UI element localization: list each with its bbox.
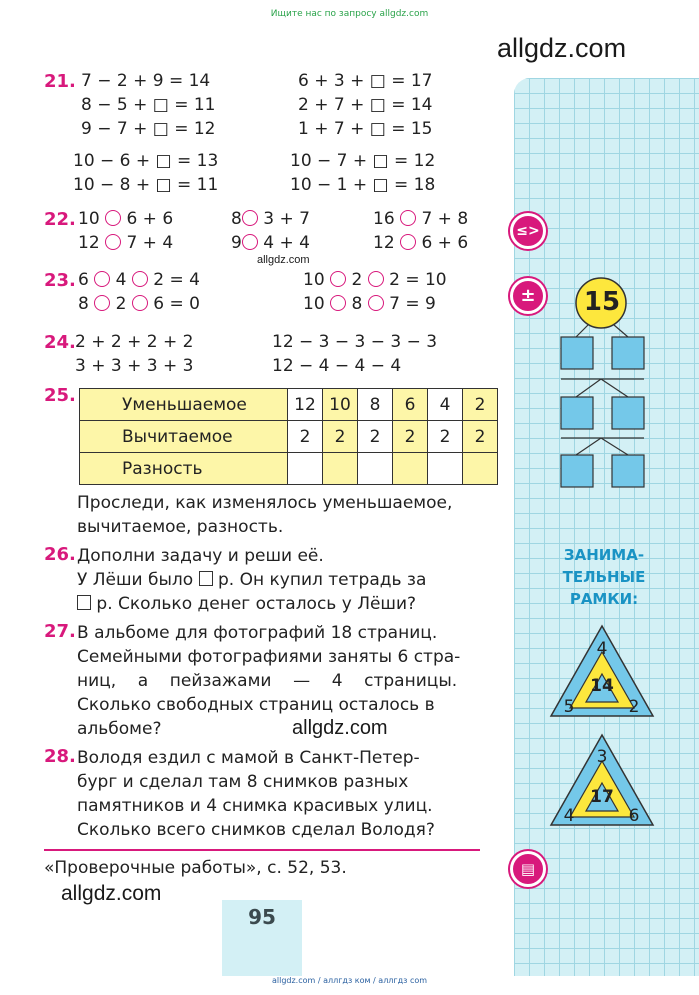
row-label: Разность bbox=[80, 453, 288, 485]
tree-box[interactable] bbox=[612, 397, 644, 429]
table-cell: 2 bbox=[428, 421, 463, 453]
expression: 12 − 3 − 3 − 3 − 3 bbox=[272, 332, 438, 352]
task-26-text-2: У Лёши было р. Он купил тетрадь за bbox=[77, 570, 427, 590]
table-cell: 2 bbox=[358, 421, 393, 453]
equation: 8 − 5 + □ = 11 bbox=[81, 95, 216, 115]
watermark-middle: allgdz.com bbox=[292, 717, 388, 739]
expression: 2 + 2 + 2 + 2 bbox=[75, 332, 194, 352]
compare-circle[interactable] bbox=[242, 210, 258, 226]
tree-box[interactable] bbox=[561, 397, 593, 429]
plus-minus-icon: ± bbox=[510, 278, 546, 314]
triangle2-left: 4 bbox=[563, 806, 575, 826]
task-28-line: Сколько всего снимков сделал Володя? bbox=[77, 820, 435, 840]
task-25-number: 25. bbox=[44, 385, 76, 406]
triangle1-right: 2 bbox=[628, 697, 640, 717]
expression: 12 − 4 − 4 − 4 bbox=[272, 356, 402, 376]
divider-line bbox=[44, 849, 480, 851]
book-icon: ▤ bbox=[510, 851, 546, 887]
side-title-line: РАМКИ: bbox=[569, 590, 639, 608]
equation: 10 − 7 + □ = 12 bbox=[290, 151, 436, 171]
task-23-number: 23. bbox=[44, 270, 76, 291]
side-title-line: ТЕЛЬНЫЕ bbox=[562, 568, 646, 586]
equation: 10 − 6 + □ = 13 bbox=[73, 151, 219, 171]
triangle1-left: 5 bbox=[563, 697, 575, 717]
equation: 10 − 1 + □ = 18 bbox=[290, 175, 436, 195]
side-title-line: ЗАНИМА- bbox=[563, 546, 645, 564]
sign-circle[interactable] bbox=[368, 295, 384, 311]
comparison: 9 4 + 4 bbox=[231, 233, 310, 253]
triangle2-top: 3 bbox=[596, 747, 608, 767]
sign-equation: 6 4 2 = 4 bbox=[78, 270, 200, 290]
empty-answer-cell[interactable] bbox=[288, 453, 323, 485]
equation: 2 + 7 + □ = 14 bbox=[298, 95, 433, 115]
table-row bbox=[80, 389, 498, 421]
tree-box[interactable] bbox=[561, 455, 593, 487]
task-27-line: Сколько свободных страниц осталось в bbox=[77, 695, 435, 715]
sign-circle[interactable] bbox=[330, 271, 346, 287]
task-21-left bbox=[73, 71, 219, 199]
task-27-number: 27. bbox=[44, 621, 76, 642]
comparison: 8 3 + 7 bbox=[231, 209, 310, 229]
task-27-line: ниц, а пейзажами — 4 страницы. bbox=[77, 671, 458, 691]
table-cell: 6 bbox=[393, 389, 428, 421]
triangle1-center: 14 bbox=[590, 676, 614, 696]
watermark-small: allgdz.com bbox=[257, 254, 310, 266]
watermark-top-right: allgdz.com bbox=[497, 33, 627, 63]
top-search-note: Ищите нас по запросу allgdz.com bbox=[270, 9, 429, 19]
row-label: Вычитаемое bbox=[80, 421, 288, 453]
comparison: 10 6 + 6 bbox=[78, 209, 174, 229]
table-cell: 12 bbox=[288, 389, 323, 421]
footer-note: allgdz.com / аллгдз ком / аллгдз com bbox=[271, 976, 428, 985]
task-25-text-1: Проследи, как изменялось уменьшаемое, bbox=[77, 493, 453, 513]
task-28-line: памятников и 4 снимка красивых улиц. bbox=[77, 796, 433, 816]
row-label: Уменьшаемое bbox=[80, 389, 288, 421]
table-cell: 2 bbox=[288, 421, 323, 453]
task-28-number: 28. bbox=[44, 746, 76, 767]
tree-top-number: 15 bbox=[583, 287, 621, 317]
empty-answer-cell[interactable] bbox=[358, 453, 393, 485]
compare-icon: ≤> bbox=[510, 213, 546, 249]
task-26-text-1: Дополни задачу и реши её. bbox=[77, 546, 324, 566]
compare-circle[interactable] bbox=[105, 234, 121, 250]
empty-answer-cell[interactable] bbox=[463, 453, 498, 485]
task-26-number: 26. bbox=[44, 544, 76, 565]
sign-circle[interactable] bbox=[132, 295, 148, 311]
table-cell: 4 bbox=[428, 389, 463, 421]
equation: 10 − 8 + □ = 11 bbox=[73, 175, 219, 195]
equation: 7 − 2 + 9 = 14 bbox=[81, 71, 211, 91]
comparison: 12 6 + 6 bbox=[373, 233, 469, 253]
triangle1-top: 4 bbox=[596, 639, 608, 659]
comparison: 16 7 + 8 bbox=[373, 209, 469, 229]
empty-answer-cell[interactable] bbox=[428, 453, 463, 485]
compare-circle[interactable] bbox=[242, 234, 258, 250]
table-cell: 8 bbox=[358, 389, 393, 421]
equation: 6 + 3 + □ = 17 bbox=[298, 71, 433, 91]
sign-circle[interactable] bbox=[94, 295, 110, 311]
task-28-line: бург и сделал там 8 снимков разных bbox=[77, 772, 409, 792]
equation: 9 − 7 + □ = 12 bbox=[81, 119, 216, 139]
task-21-number: 21. bbox=[44, 71, 76, 92]
tree-box[interactable] bbox=[612, 455, 644, 487]
task-21-right bbox=[290, 71, 436, 199]
task-27-line: альбоме? bbox=[77, 719, 162, 739]
sign-circle[interactable] bbox=[132, 271, 148, 287]
tree-box[interactable] bbox=[561, 337, 593, 369]
triangle2-right: 6 bbox=[628, 806, 640, 826]
task-27-line: В альбоме для фотографий 18 страниц. bbox=[77, 623, 438, 643]
sign-circle[interactable] bbox=[330, 295, 346, 311]
task-26-text-3: р. Сколько денег осталось у Лёши? bbox=[77, 592, 416, 616]
table-cell: 2 bbox=[323, 421, 358, 453]
table-cell: 2 bbox=[463, 421, 498, 453]
comparison: 12 7 + 4 bbox=[78, 233, 174, 253]
sign-equation: 10 2 2 = 10 bbox=[303, 270, 447, 290]
compare-circle[interactable] bbox=[400, 210, 416, 226]
table-row bbox=[80, 453, 498, 485]
reference-text: «Проверочные работы», с. 52, 53. bbox=[44, 858, 347, 878]
empty-answer-cell[interactable] bbox=[323, 453, 358, 485]
sign-equation: 8 2 6 = 0 bbox=[78, 294, 200, 314]
task-25-text-2: вычитаемое, разность. bbox=[77, 517, 284, 537]
tree-box[interactable] bbox=[612, 337, 644, 369]
triangle2-center: 17 bbox=[590, 787, 614, 807]
blank-box[interactable] bbox=[77, 595, 91, 610]
task-28-line: Володя ездил с мамой в Санкт-Петер- bbox=[77, 748, 420, 768]
sign-circle[interactable] bbox=[368, 271, 384, 287]
task-22-number: 22. bbox=[44, 209, 76, 230]
task-24-number: 24. bbox=[44, 332, 76, 353]
sign-circle[interactable] bbox=[94, 271, 110, 287]
table-cell: 10 bbox=[323, 389, 358, 421]
table-row bbox=[80, 421, 498, 453]
equation: 1 + 7 + □ = 15 bbox=[298, 119, 433, 139]
table-cell: 2 bbox=[463, 389, 498, 421]
watermark-bottom-left: allgdz.com bbox=[61, 882, 162, 905]
sign-equation: 10 8 7 = 9 bbox=[303, 294, 436, 314]
compare-circle[interactable] bbox=[400, 234, 416, 250]
empty-answer-cell[interactable] bbox=[393, 453, 428, 485]
expression: 3 + 3 + 3 + 3 bbox=[75, 356, 194, 376]
grid-panel bbox=[514, 78, 699, 976]
table-cell: 2 bbox=[393, 421, 428, 453]
blank-box[interactable] bbox=[199, 571, 213, 586]
subtraction-table bbox=[79, 388, 498, 485]
compare-circle[interactable] bbox=[105, 210, 121, 226]
task-27-line: Семейными фотографиями заняты 6 стра- bbox=[77, 647, 461, 667]
page-number: 95 bbox=[248, 905, 276, 929]
